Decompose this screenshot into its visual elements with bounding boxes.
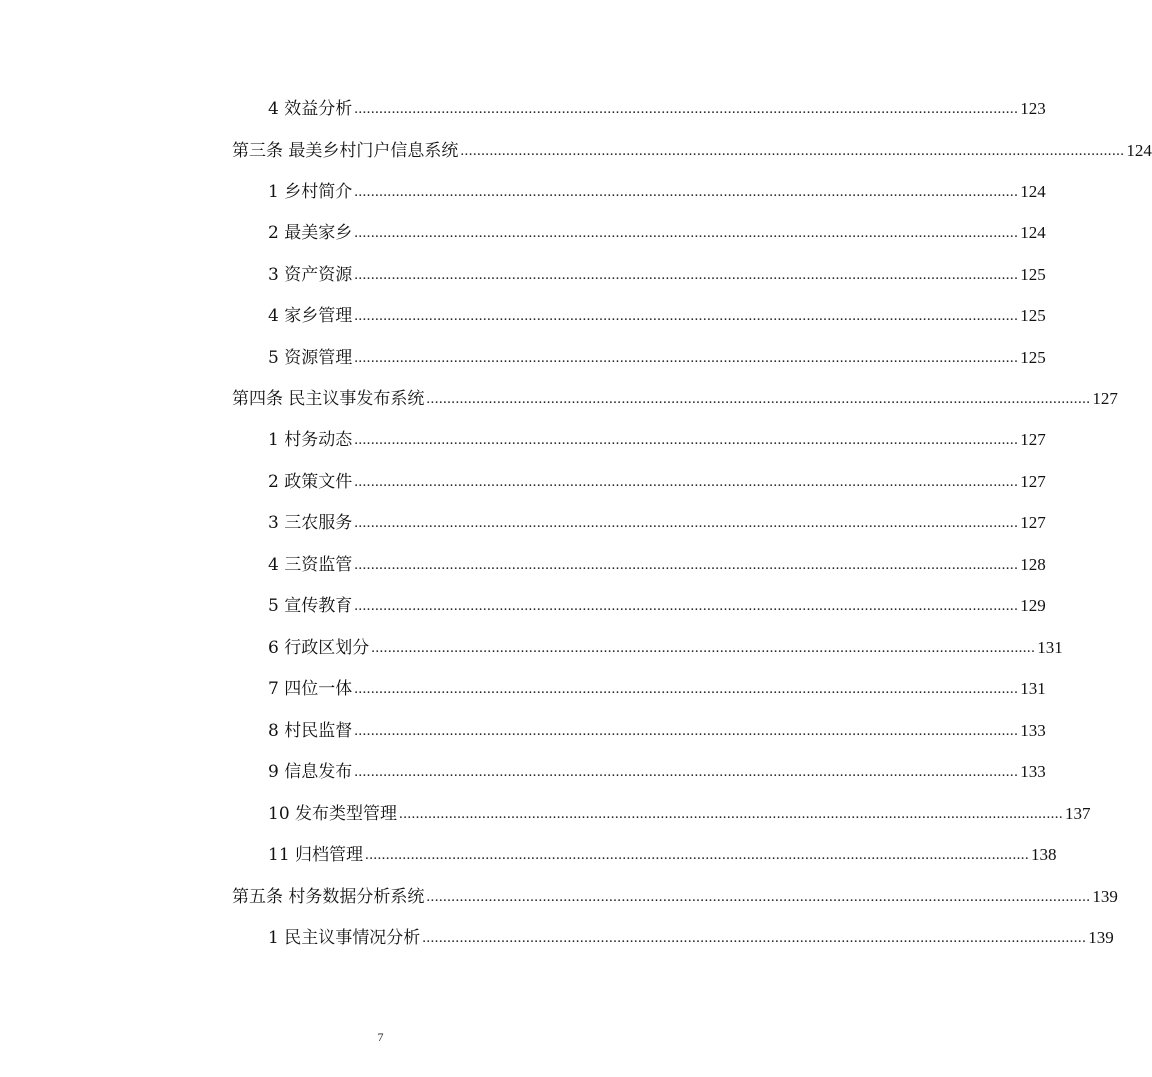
toc-leader-dots: ................................................................................................................................................................	[422, 930, 1087, 946]
toc-entry-page: 124	[1126, 141, 1152, 160]
toc-entry[interactable]	[268, 840, 1057, 866]
toc-leader-dots: ................................................................................................................................................................	[460, 143, 1125, 159]
toc-entry-title: 1 乡村简介	[268, 182, 353, 202]
toc-leader-dots: ................................................................................................................................................................	[354, 184, 1019, 200]
toc-entry-page: 125	[1020, 306, 1046, 325]
toc-leader-dots: ................................................................................................................................................................	[354, 557, 1019, 573]
toc-leader-dots: ................................................................................................................................................................	[426, 391, 1091, 407]
toc-leader-dots: ................................................................................................................................................................	[354, 350, 1019, 366]
toc-entry-title: 9 信息发布	[268, 762, 353, 782]
toc-entry-title: 5 资源管理	[268, 348, 353, 368]
toc-entry[interactable]	[268, 425, 1046, 451]
toc-entry-title: 4 效益分析	[268, 99, 353, 119]
toc-entry[interactable]	[268, 757, 1046, 783]
toc-entry[interactable]	[268, 177, 1046, 203]
toc-leader-dots: ................................................................................................................................................................	[354, 681, 1019, 697]
toc-entry-page: 127	[1020, 513, 1046, 532]
toc-entry[interactable]	[268, 923, 1114, 949]
toc-entry-page: 128	[1020, 555, 1046, 574]
toc-entry-title: 6 行政区划分	[268, 638, 370, 658]
toc-leader-dots: ................................................................................................................................................................	[354, 598, 1019, 614]
toc-entry-title: 2 政策文件	[268, 472, 353, 492]
toc-entry[interactable]	[268, 633, 1063, 659]
toc-entry-title: 第三条 最美乡村门户信息系统	[232, 141, 459, 161]
toc-entry-title: 4 三资监管	[268, 555, 353, 575]
toc-leader-dots: ................................................................................................................................................................	[354, 267, 1019, 283]
toc-entry-title: 8 村民监督	[268, 721, 353, 741]
toc-leader-dots: ................................................................................................................................................................	[354, 723, 1019, 739]
toc-entry-page: 125	[1020, 265, 1046, 284]
toc-entry-page: 131	[1020, 679, 1046, 698]
toc-leader-dots: ................................................................................................................................................................	[354, 764, 1019, 780]
toc-entry[interactable]	[232, 136, 1152, 162]
toc-entry-title: 3 资产资源	[268, 265, 353, 285]
toc-entry-title: 第五条 村务数据分析系统	[232, 887, 425, 907]
page-number: 7	[377, 1030, 384, 1044]
toc-leader-dots: ................................................................................................................................................................	[354, 225, 1019, 241]
toc-entry[interactable]	[268, 260, 1046, 286]
toc-leader-dots: ................................................................................................................................................................	[399, 806, 1064, 822]
toc-leader-dots: ................................................................................................................................................................	[426, 889, 1091, 905]
toc-entry-page: 137	[1065, 804, 1091, 823]
toc-entry-page: 127	[1020, 430, 1046, 449]
toc-entry-title: 4 家乡管理	[268, 306, 353, 326]
toc-entry[interactable]	[268, 716, 1046, 742]
toc-entry-title: 第四条 民主议事发布系统	[232, 389, 425, 409]
toc-entry-page: 123	[1020, 99, 1046, 118]
toc-entry[interactable]	[268, 218, 1046, 244]
toc-entry[interactable]	[268, 799, 1091, 825]
toc-entry[interactable]	[232, 384, 1118, 410]
toc-entry-page: 125	[1020, 348, 1046, 367]
toc-entry-title: 7 四位一体	[268, 679, 353, 699]
toc-entry-title: 5 宣传教育	[268, 596, 353, 616]
toc-entry-page: 133	[1020, 762, 1046, 781]
toc-entry-page: 139	[1092, 887, 1118, 906]
toc-entry[interactable]	[268, 301, 1046, 327]
toc-entry-title: 10 发布类型管理	[268, 804, 398, 824]
toc-entry[interactable]	[268, 674, 1046, 700]
toc-entry-page: 138	[1031, 845, 1057, 864]
toc-entry-page: 124	[1020, 182, 1046, 201]
toc-entry[interactable]	[268, 508, 1046, 534]
toc-entry-page: 124	[1020, 223, 1046, 242]
toc-entry[interactable]	[268, 467, 1046, 493]
toc-entry-page: 127	[1092, 389, 1118, 408]
toc-leader-dots: ................................................................................................................................................................	[354, 432, 1019, 448]
toc-leader-dots: ................................................................................................................................................................	[354, 308, 1019, 324]
toc-entry-page: 133	[1020, 721, 1046, 740]
toc-entry-title: 3 三农服务	[268, 513, 353, 533]
toc-entry-title: 1 村务动态	[268, 430, 353, 450]
toc-entry-page: 131	[1037, 638, 1063, 657]
toc-entry-title: 11 归档管理	[268, 845, 364, 865]
toc-entry[interactable]	[268, 94, 1046, 120]
toc-leader-dots: ................................................................................................................................................................	[354, 101, 1019, 117]
toc-entry-title: 2 最美家乡	[268, 223, 353, 243]
toc-entry[interactable]	[232, 882, 1118, 908]
toc-entry-page: 139	[1088, 928, 1114, 947]
toc-leader-dots: ................................................................................................................................................................	[354, 515, 1019, 531]
toc-entry[interactable]	[268, 591, 1046, 617]
toc-entry-title: 1 民主议事情况分析	[268, 928, 421, 948]
toc-entry[interactable]	[268, 343, 1046, 369]
toc-entry[interactable]	[268, 550, 1046, 576]
toc-leader-dots: ................................................................................................................................................................	[365, 847, 1030, 863]
toc-entry-page: 129	[1020, 596, 1046, 615]
toc-entry-page: 127	[1020, 472, 1046, 491]
toc-leader-dots: ................................................................................................................................................................	[354, 474, 1019, 490]
toc-leader-dots: ................................................................................................................................................................	[371, 640, 1036, 656]
